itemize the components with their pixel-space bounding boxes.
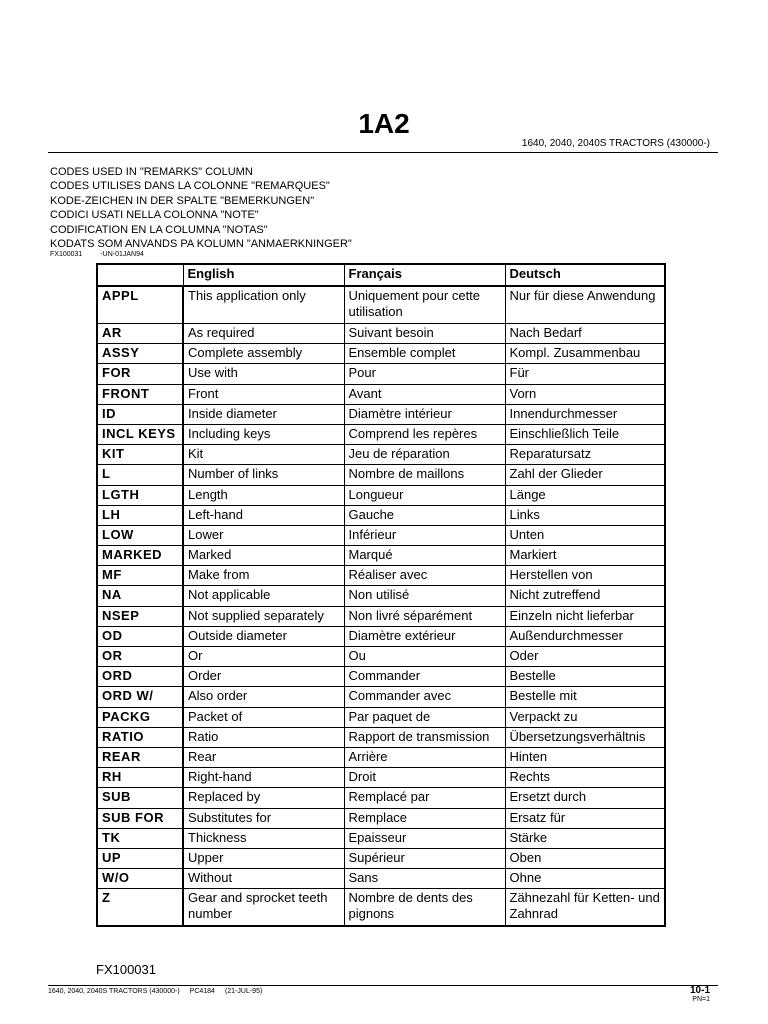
cell-french: Commander: [344, 667, 505, 687]
table-row: [97, 606, 665, 626]
cell-english: Use with: [183, 364, 344, 384]
cell-english: Without: [183, 869, 344, 889]
cell-english: Ratio: [183, 727, 344, 747]
cell-german: Außendurchmesser: [505, 626, 665, 646]
cell-french: Ou: [344, 647, 505, 667]
table-row: [97, 808, 665, 828]
cell-german: Übersetzungsverhältnis: [505, 727, 665, 747]
cell-english: Left-hand: [183, 505, 344, 525]
table-row: [97, 647, 665, 667]
header-code: [97, 264, 183, 286]
footer-date: (21-JUL-95): [224, 988, 263, 995]
intro-line: CODES USED IN "REMARKS" COLUMN: [50, 166, 253, 178]
table-row: [97, 869, 665, 889]
cell-english: Or: [183, 647, 344, 667]
cell-german: Ersetzt durch: [505, 788, 665, 808]
cell-english: Replaced by: [183, 788, 344, 808]
cell-code: AR: [97, 324, 183, 344]
cell-english: Packet of: [183, 707, 344, 727]
table-row: [97, 707, 665, 727]
table-row: [97, 828, 665, 848]
cell-code: W/O: [97, 869, 183, 889]
cell-german: Rechts: [505, 768, 665, 788]
cell-code: ORD: [97, 667, 183, 687]
cell-german: Herstellen von: [505, 566, 665, 586]
cell-english: Lower: [183, 525, 344, 545]
cell-french: Non utilisé: [344, 586, 505, 606]
cell-german: Verpackt zu: [505, 707, 665, 727]
cell-code: RH: [97, 768, 183, 788]
table-row: [97, 586, 665, 606]
page-title: 1A2: [358, 108, 410, 139]
cell-french: Longueur: [344, 485, 505, 505]
cell-french: Pour: [344, 364, 505, 384]
cell-code: Z: [97, 889, 183, 927]
cell-german: Kompl. Zusammenbau: [505, 344, 665, 364]
cell-code: APPL: [97, 286, 183, 324]
footer-models: 1640, 2040, 2040S TRACTORS (430000-): [48, 988, 180, 995]
cell-english: Gear and sprocket teeth number: [183, 889, 344, 927]
cell-english: Outside diameter: [183, 626, 344, 646]
cell-french: Arrière: [344, 747, 505, 767]
cell-code: NA: [97, 586, 183, 606]
table-row: [97, 485, 665, 505]
cell-english: Including keys: [183, 424, 344, 444]
cell-german: Stärke: [505, 828, 665, 848]
cell-french: Epaisseur: [344, 828, 505, 848]
table-row: [97, 546, 665, 566]
cell-code: LOW: [97, 525, 183, 545]
cell-code: OR: [97, 647, 183, 667]
cell-code: FOR: [97, 364, 183, 384]
cell-english: Kit: [183, 445, 344, 465]
footer-divider: [48, 985, 718, 986]
cell-french: Suivant besoin: [344, 324, 505, 344]
cell-code: LH: [97, 505, 183, 525]
cell-english: This application only: [183, 286, 344, 324]
cell-german: Unten: [505, 525, 665, 545]
cell-french: Commander avec: [344, 687, 505, 707]
cell-german: Nur für diese Anwendung: [505, 286, 665, 324]
cell-german: Für: [505, 364, 665, 384]
cell-french: Nombre de dents des pignons: [344, 889, 505, 927]
cell-code: REAR: [97, 747, 183, 767]
cell-german: Zähnezahl für Ketten- und Zahnrad: [505, 889, 665, 927]
cell-german: Nach Bedarf: [505, 324, 665, 344]
header-german: Deutsch: [505, 264, 665, 286]
cell-french: Réaliser avec: [344, 566, 505, 586]
table-row: [97, 445, 665, 465]
cell-german: Nicht zutreffend: [505, 586, 665, 606]
cell-german: Ersatz für: [505, 808, 665, 828]
figure-date: -UN-01JAN94: [100, 251, 144, 258]
cell-french: Non livré séparément: [344, 606, 505, 626]
cell-german: Oben: [505, 848, 665, 868]
intro-block: [50, 165, 352, 251]
cell-german: Zahl der Glieder: [505, 465, 665, 485]
cell-code: ID: [97, 404, 183, 424]
cell-code: SUB: [97, 788, 183, 808]
table-row: [97, 384, 665, 404]
intro-line: KODATS SOM ANVANDS PA KOLUMN "ANMAERKNINGER": [50, 238, 352, 251]
table-row: [97, 525, 665, 545]
cell-english: Number of links: [183, 465, 344, 485]
table-body: [97, 286, 665, 926]
cell-english: Not applicable: [183, 586, 344, 606]
header-divider: [48, 152, 718, 153]
cell-french: Ensemble complet: [344, 344, 505, 364]
cell-code: INCL KEYS: [97, 424, 183, 444]
cell-english: Upper: [183, 848, 344, 868]
cell-german: Markiert: [505, 546, 665, 566]
figure-caption: FX100031: [96, 962, 156, 977]
cell-french: Supérieur: [344, 848, 505, 868]
cell-code: ORD W/: [97, 687, 183, 707]
cell-french: Diamètre intérieur: [344, 404, 505, 424]
intro-line: CODIFICATION EN LA COLUMNA "NOTAS": [50, 223, 268, 236]
table-row: [97, 286, 665, 324]
cell-code: KIT: [97, 445, 183, 465]
cell-french: Nombre de maillons: [344, 465, 505, 485]
cell-french: Sans: [344, 869, 505, 889]
cell-german: Vorn: [505, 384, 665, 404]
table-row: [97, 747, 665, 767]
cell-french: Remplace: [344, 808, 505, 828]
cell-french: Rapport de transmission: [344, 727, 505, 747]
cell-english: As required: [183, 324, 344, 344]
cell-french: Gauche: [344, 505, 505, 525]
cell-code: RATIO: [97, 727, 183, 747]
table-row: [97, 324, 665, 344]
cell-french: Uniquement pour cette utilisation: [344, 286, 505, 324]
cell-code: PACKG: [97, 707, 183, 727]
table-row: [97, 626, 665, 646]
cell-german: Einschließlich Teile: [505, 424, 665, 444]
table-row: [97, 364, 665, 384]
cell-german: Oder: [505, 647, 665, 667]
cell-code: SUB FOR: [97, 808, 183, 828]
cell-english: Not supplied separately: [183, 606, 344, 626]
cell-code: TK: [97, 828, 183, 848]
cell-code: OD: [97, 626, 183, 646]
table-row: [97, 727, 665, 747]
cell-english: Thickness: [183, 828, 344, 848]
cell-french: Avant: [344, 384, 505, 404]
cell-code: FRONT: [97, 384, 183, 404]
cell-english: Make from: [183, 566, 344, 586]
cell-french: Comprend les repères: [344, 424, 505, 444]
cell-french: Jeu de réparation: [344, 445, 505, 465]
table-row: [97, 848, 665, 868]
cell-code: ASSY: [97, 344, 183, 364]
footer-info: [48, 988, 262, 995]
header-models: 1640, 2040, 2040S TRACTORS (430000-): [521, 138, 710, 149]
table-header-row: [97, 264, 665, 286]
cell-french: Remplacé par: [344, 788, 505, 808]
cell-code: MF: [97, 566, 183, 586]
cell-french: Inférieur: [344, 525, 505, 545]
cell-english: Complete assembly: [183, 344, 344, 364]
cell-german: Ohne: [505, 869, 665, 889]
figure-id-line: [50, 251, 144, 258]
page-number: 10-1: [689, 985, 710, 996]
cell-german: Bestelle mit: [505, 687, 665, 707]
figure-id: FX100031: [50, 251, 83, 258]
cell-german: Länge: [505, 485, 665, 505]
table-row: [97, 566, 665, 586]
cell-german: Innendurchmesser: [505, 404, 665, 424]
page-sub-number: PN=1: [692, 996, 710, 1003]
cell-code: L: [97, 465, 183, 485]
table-row: [97, 788, 665, 808]
table-row: [97, 424, 665, 444]
table-row: [97, 505, 665, 525]
cell-code: NSEP: [97, 606, 183, 626]
cell-english: Substitutes for: [183, 808, 344, 828]
header-french: Français: [344, 264, 505, 286]
table-row: [97, 344, 665, 364]
table-row: [97, 889, 665, 927]
cell-german: Hinten: [505, 747, 665, 767]
footer-doc: PC4184: [189, 988, 215, 995]
cell-french: Droit: [344, 768, 505, 788]
cell-english: Rear: [183, 747, 344, 767]
cell-german: Bestelle: [505, 667, 665, 687]
table-row: [97, 404, 665, 424]
intro-line: CODICI USATI NELLA COLONNA "NOTE": [50, 209, 259, 222]
cell-french: Marqué: [344, 546, 505, 566]
codes-table: [96, 263, 666, 927]
cell-german: Reparatursatz: [505, 445, 665, 465]
cell-code: UP: [97, 848, 183, 868]
table-row: [97, 687, 665, 707]
cell-english: Length: [183, 485, 344, 505]
cell-german: Links: [505, 505, 665, 525]
cell-french: Par paquet de: [344, 707, 505, 727]
cell-english: Marked: [183, 546, 344, 566]
intro-line: CODES UTILISES DANS LA COLONNE "REMARQUES": [50, 180, 330, 193]
cell-code: LGTH: [97, 485, 183, 505]
header-english: English: [183, 264, 344, 286]
cell-code: MARKED: [97, 546, 183, 566]
cell-english: Inside diameter: [183, 404, 344, 424]
cell-french: Diamètre extérieur: [344, 626, 505, 646]
cell-english: Front: [183, 384, 344, 404]
cell-german: Einzeln nicht lieferbar: [505, 606, 665, 626]
intro-line: KODE-ZEICHEN IN DER SPALTE "BEMERKUNGEN": [50, 194, 315, 207]
cell-english: Order: [183, 667, 344, 687]
cell-english: Also order: [183, 687, 344, 707]
table-row: [97, 768, 665, 788]
cell-english: Right-hand: [183, 768, 344, 788]
table-row: [97, 667, 665, 687]
table-row: [97, 465, 665, 485]
